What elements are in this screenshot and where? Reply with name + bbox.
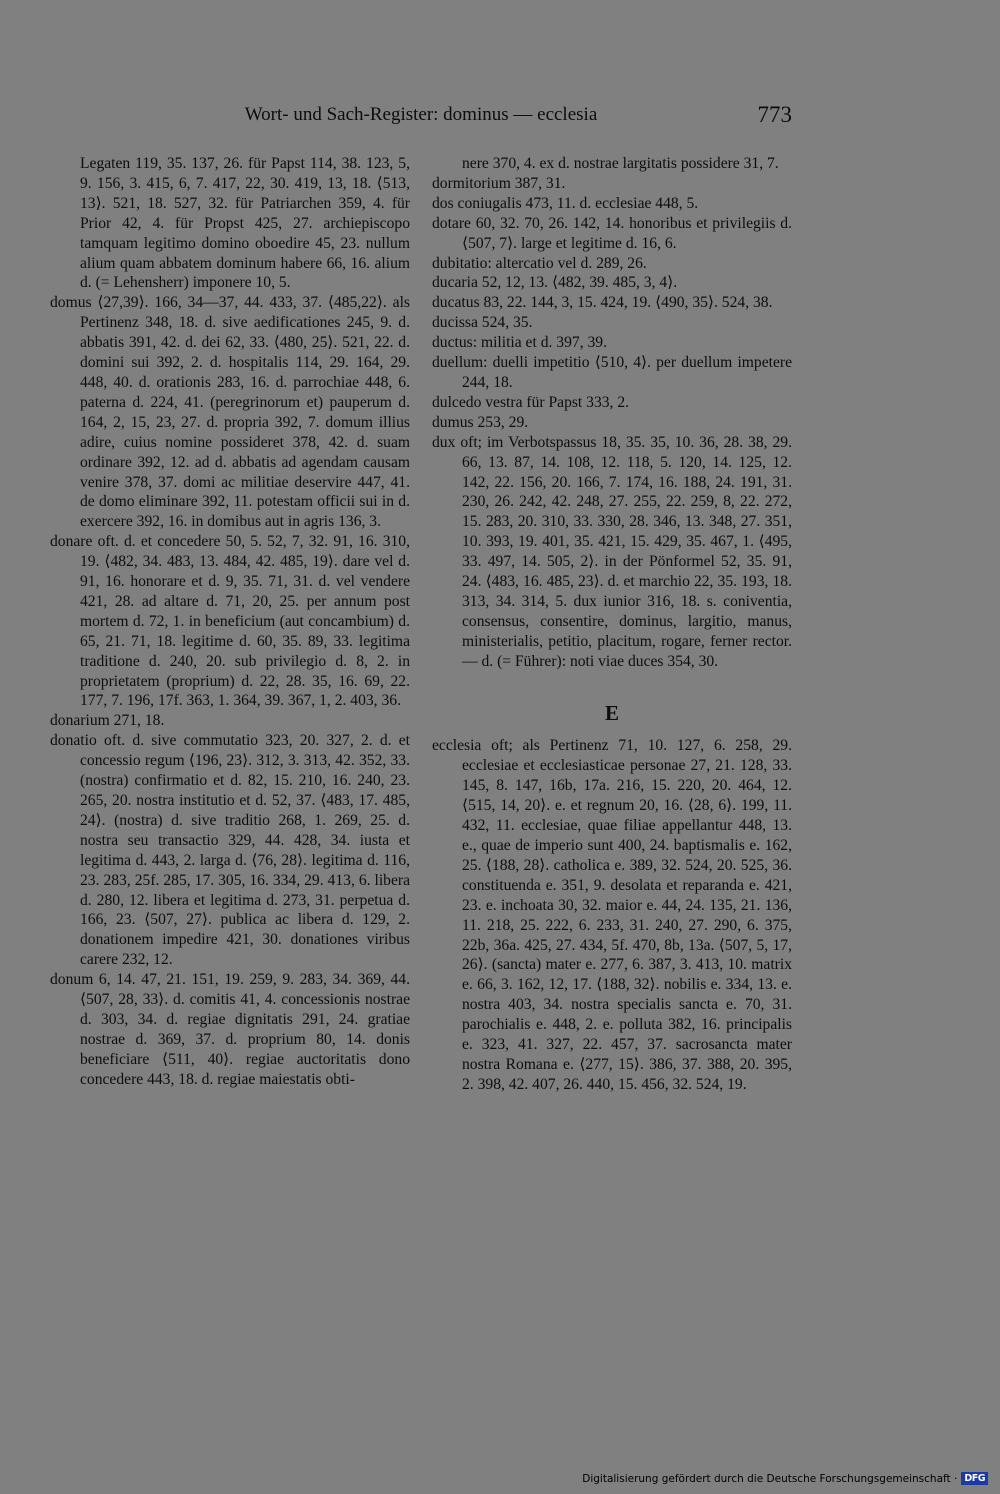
index-entry: donatio oft. d. sive commutatio 323, 20. 327, 2. d. et concessio regum ⟨196, 23⟩. 312, 3. 313, 42. 352, 33. (nostra) confirmatio et d. 82, 15. 210, 16. 240, 23. 265, 20. nostra institutio et d. 52, 37. ⟨483, 17. 485, 24⟩. (nostra) d. sive traditio 268, 1. 269, 25. d. nostra seu transactio 329, 44. 428, 34. iusta et legitima d. 443, 2. larga d. ⟨76, 28⟩. legitima d. 116, 23. 283, 25f. 285, 17. 305, 16. 334, 29. 413, 6. libera d. 280, 12. libera et legitima d. 273, 31. perpetua d. 166, 23. ⟨507, 27⟩. publica ac libera d. 129, 2. donationem impedire 421, 30. donationes viribus carere 232, 12. bbox=[50, 732, 410, 969]
index-entry: donarium 271, 18. bbox=[50, 712, 165, 730]
index-entry: domus ⟨27,39⟩. 166, 34—37, 44. 433, 37. ⟨485,22⟩. als Pertinenz 348, 18. d. sive aedificationes 245, 9. d. abbatis 391, 42. d. dei 62, 33. ⟨480, 25⟩. 521, 22. d. domini sui 392, 2. d. hospitalis 114, 29. 164, 29. 448, 40. d. orationis 283, 16. d. parrochiae 448, 6. paterna d. 224, 41. (peregrinorum et) pauperum d. 164, 2, 15, 23, 27. d. propria 392, 7. domum illius adire, cuius nomine possideret 378, 42. d. suam ordinare 392, 12. ad d. abbatis ad agendam causam venire 378, 37. domi ac militiae deservire 447, 41. de domo eliminare 392, 11. potestam officii sui in d. exercere 392, 16. in domibus aut in agris 136, 3. bbox=[50, 294, 410, 531]
footer-credit bbox=[582, 1472, 988, 1485]
index-entry: ducatus 83, 22. 144, 3, 15. 424, 19. ⟨490, 35⟩. 524, 38. bbox=[432, 294, 773, 312]
index-entry: ducaria 52, 12, 13. ⟨482, 39. 485, 3, 4⟩. bbox=[432, 274, 678, 292]
running-title: Wort- und Sach-Register: dominus — ecclesia bbox=[244, 104, 598, 125]
index-entry: ducissa 524, 35. bbox=[432, 314, 533, 332]
index-entry: dux oft; im Verbotspassus 18, 35. 35, 10. 36, 28. 38, 29. 66, 13. 87, 14. 108, 12. 118, 5. 120, 14. 125, 12. 142, 22. 156, 20. 166, 7. 174, 16. 188, 24. 191, 31. 230, 26. 242, 42. 248, 27. 255, 22. 259, 8, 22. 272, 15. 283, 20. 310, 33. 330, 28. 346, 13. 348, 27. 351, 10. 393, 19. 401, 35. 421, 15. 429, 35. 467, 1. ⟨495, 33. 497, 14. 505, 2⟩. in der Pönformel 52, 35. 91, 24. ⟨483, 16. 485, 23⟩. d. et marchio 22, 35. 193, 18. 313, 34. 314, 5. dux iunior 316, 18. s. coniventia, consensus, consentire, dominus, largitio, manus, ministerialis, petitio, placitum, rogare, ferner rector. — d. (= Führer): noti viae duces 354, 30. bbox=[432, 433, 792, 670]
index-entry: ductus: militia et d. 397, 39. bbox=[432, 334, 607, 352]
index-entry: dumus 253, 29. bbox=[432, 413, 529, 431]
index-entry: dormitorium 387, 31. bbox=[432, 174, 566, 192]
index-entry: duellum: duelli impetitio ⟨510, 4⟩. per duellum impetere 244, 18. bbox=[432, 354, 792, 391]
index-entry: dotare 60, 32. 70, 26. 142, 14. honoribus et privilegiis d. ⟨507, 7⟩. large et legitime d. 16, 6. bbox=[432, 214, 792, 252]
index-entry: donum 6, 14. 47, 21. 151, 19. 259, 9. 283, 34. 369, 44. ⟨507, 28, 33⟩. d. comitis 41, 4. concessionis nostrae d. 303, 34. d. regiae dignitatis 291, 24. gratiae nostrae d. 369, 37. d. proprium 80, 14. donis beneficiare ⟨511, 40⟩. regiae auctoritatis dono concedere 443, 18. d. regiae maiestatis obti- bbox=[50, 971, 410, 1088]
index-entry: ecclesia oft; als Pertinenz 71, 10. 127, 6. 258, 29. ecclesiae et ecclesiasticae personae 27, 21. 128, 33. 145, 8. 147, 16b, 17a. 216, 15. 220, 20. 464, 12. ⟨515, 14, 20⟩. e. et regnum 20, 16. ⟨28, 6⟩. 199, 11. 432, 11. ecclesiae, quae filiae appellantur 448, 13. e., quae de imperio sunt 400, 24. baptismalis e. 162, 25. ⟨188, 28⟩. catholica e. 389, 32. 524, 20. 525, 36. constituenda e. 351, 9. desolata et reparanda e. 421, 23. e. inchoata 30, 32. maior e. 44, 24. 135, 21. 136, 11. 218, 25. 222, 6. 233, 31. 240, 27. 290, 6. 375, 22b, 36a. 425, 27. 434, 5f. 470, 8b, 13a. ⟨507, 5, 17, 26⟩. (sancta) mater e. 277, 6. 387, 3. 413, 10. matrix e. 66, 3. 162, 12, 17. ⟨188, 32⟩. nobilis e. 334, 13. e. nostra 403, 34. nostra specialis sancta e. 70, 31. parochialis e. 448, 2. e. polluta 382, 16. principalis e. 323, 41. 327, 22. 457, 37. sacrosancta mater nostra Romana e. ⟨277, 15⟩. 386, 37. 388, 20. 395, 2. 398, 42. 407, 26. 440, 15. 456, 32. 524, 19. bbox=[432, 737, 792, 1093]
index-entry: dubitatio: altercatio vel d. 289, 26. bbox=[432, 254, 647, 272]
index-entry: dos coniugalis 473, 11. d. ecclesiae 448, 5. bbox=[432, 194, 699, 212]
index-entry: nere 370, 4. ex d. nostrae largitatis possidere 31, 7. bbox=[462, 155, 779, 172]
index-entry: Legaten 119, 35. 137, 26. für Papst 114, 38. 123, 5, 9. 156, 3. 415, 6, 7. 417, 22, 30. 419, 13, 18. ⟨513, 13⟩. 521, 18. 527, 32. für Patriarchen 359, 4. für Prior 42, 4. für Propst 425, 27. archiepiscopo tamquam legitimo domino oboedire 45, 23. nullum alium quam abbatem dominum habere 66, 16. alium d. (= Lehensherr) imponere 10, 5. bbox=[80, 155, 410, 292]
dfg-logo: DFG bbox=[961, 1472, 988, 1485]
right-column bbox=[432, 154, 792, 1095]
section-heading: E bbox=[604, 700, 619, 725]
running-header bbox=[50, 104, 792, 134]
left-column bbox=[50, 154, 410, 1090]
index-entry: dulcedo vestra für Papst 333, 2. bbox=[432, 393, 630, 411]
index-entry: donare oft. d. et concedere 50, 5. 52, 7, 32. 91, 16. 310, 19. ⟨482, 34. 483, 13. 484, 42. 485, 19⟩. dare vel d. 91, 16. honorare et d. 9, 35. 71, 31. d. vel vendere 421, 28. ad altare d. 71, 20, 25. per annum post mortem d. 72, 1. in beneficium (aut concambium) d. 65, 21. 71, 18. legitime d. 60, 35. 89, 33. legitima traditione d. 240, 20. sub privilegio d. 8, 2. in proprietatem (proprium) d. 22, 28. 35, 16. 69, 22. 177, 7. 196, 17f. 363, 1. 364, 39. 367, 1, 2. 403, 36. bbox=[50, 533, 410, 710]
footer-text: Digitalisierung gefördert durch die Deutsche Forschungsgemeinschaft · bbox=[582, 1472, 958, 1485]
page-number: 773 bbox=[757, 102, 792, 127]
